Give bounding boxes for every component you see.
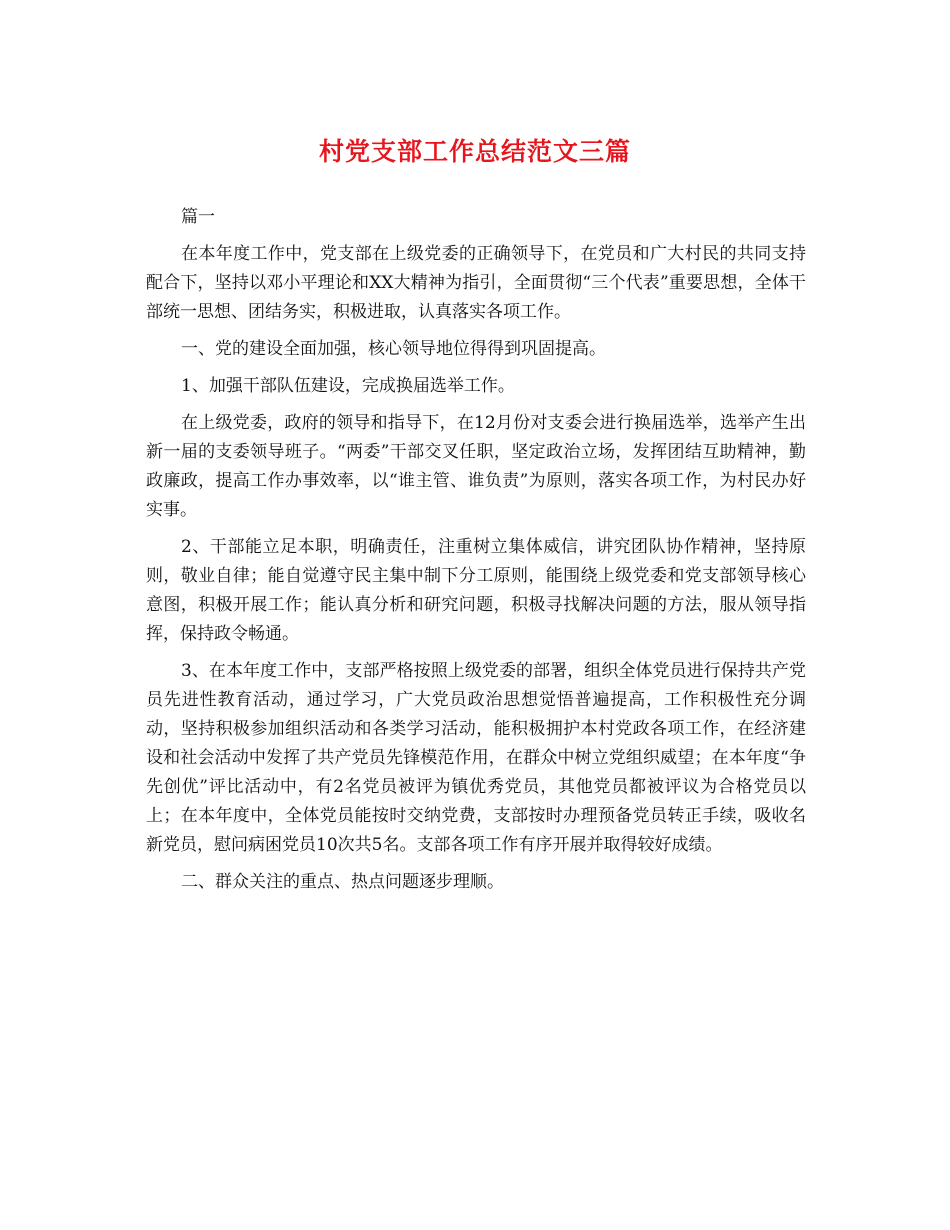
document-title: 村党支部工作总结范文三篇 xyxy=(318,137,631,166)
paragraph-intro: 在本年度工作中，党支部在上级党委的正确领导下，在党员和广大村民的共同支持配合下，坚持以邓小平理论和XX大精神为指引，全面贯彻“三个代表”重要思想，全体干部统一思想、团结务实，积极进取，认真落实各项工作。 xyxy=(146,244,806,322)
document-body xyxy=(146,203,806,905)
paragraph-cadre-duties: 2、干部能立足本职，明确责任，注重树立集体威信，讲究团队协作精神，坚持原则，敬业自律；能自觉遵守民主集中制下分工原则，能围绕上级党委和党支部领导核心意图，积极开展工作；能认真分析和研究问题，积极寻找解决问题的方法，服从领导指挥，保持政令畅通。 xyxy=(146,537,806,644)
heading-party-building: 一、党的建设全面加强，核心领导地位得得到巩固提高。 xyxy=(181,339,606,359)
subheading-cadre-team: 1、加强干部队伍建设，完成换届选举工作。 xyxy=(181,376,515,396)
heading-public-concerns: 二、群众关注的重点、热点问题逐步理顺。 xyxy=(181,872,504,892)
paragraph-election: 在上级党委，政府的领导和指导下，在12月份对支委会进行换届选举，选举产生出新一届的支委领导班子。“两委”干部交叉任职，坚定政治立场，发挥团结互助精神，勤政廉政，提高工作办事效率，以“谁主管、谁负责”为原则，落实各项工作，为村民办好实事。 xyxy=(146,413,806,520)
paragraph-member-education: 3、在本年度工作中，支部严格按照上级党委的部署，组织全体党员进行保持共产党员先进性教育活动，通过学习，广大党员政治思想觉悟普遍提高，工作积极性充分调动，坚持积极参加组织活动和各类学习活动，能积极拥护本村党政各项工作，在经济建设和社会活动中发挥了共产党员先锋模范作用，在群众中树立党组织威望；在本年度“争先创优”评比活动中，有2名党员被评为镇优秀党员，其他党员都被评议为合格党员以上；在本年度中，全体党员能按时交纳党费，支部按时办理预备党员转正手续，吸收名新党员，慰问病困党员10次共5名。支部各项工作有序开展并取得较好成绩。 xyxy=(146,661,806,855)
section-heading-part-one: 篇一 xyxy=(181,207,215,227)
